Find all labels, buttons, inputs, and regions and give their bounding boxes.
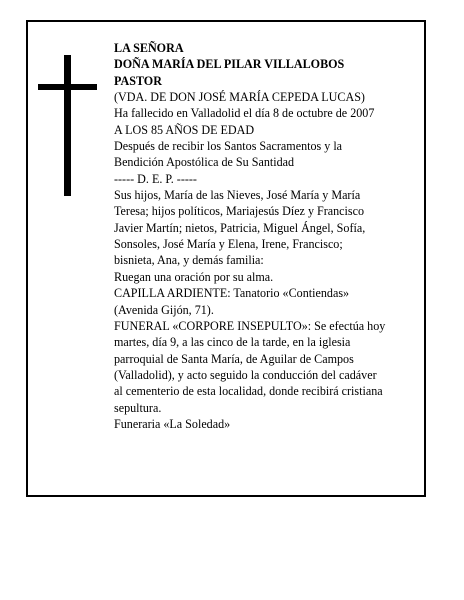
title-honorific: LA SEÑORA [114,41,184,55]
funeral-home: Funeraria «La Soledad» [114,416,231,431]
family-line-5: bisnieta, Ana, y demás familia: [114,253,264,268]
sacraments-line-2: Bendición Apostólica de Su Santidad [114,155,295,170]
age-line: A LOS 85 AÑOS DE EDAD [114,122,255,137]
funeral-line-2: martes, día 9, a las cinco de la tarde, en la iglesia [114,335,351,350]
deceased-name-line-2: PASTOR [114,73,162,88]
obituary-text [114,40,424,432]
funeral-line-3: parroquial de Santa María, de Aguilar de Campos [114,351,354,366]
deceased-name-line-1: DOÑA MARÍA DEL PILAR VILLALOBOS [114,57,345,72]
cross-vertical-bar [64,55,71,196]
chapel-line-2: (Avenida Gijón, 71). [114,302,214,317]
family-line-2: Teresa; hijos políticos, Mariajesús Díez y Francisco [114,204,365,219]
sacraments-line-1: Después de recibir los Santos Sacramentos y la [114,139,343,154]
family-line-1: Sus hijos, María de las Nieves, José María y María [114,188,361,203]
funeral-line-4: (Valladolid), y acto seguido la conducción del cadáver [114,367,377,382]
family-line-4: Sonsoles, José María y Elena, Irene, Francisco; [114,237,343,252]
chapel-line-1: CAPILLA ARDIENTE: Tanatorio «Contiendas» [114,286,350,301]
funeral-line-6: sepultura. [114,400,162,415]
widow-of-line: (VDA. DE DON JOSÉ MARÍA CEPEDA LUCAS) [114,90,365,105]
rip-line: ----- D. E. P. ----- [114,171,197,186]
death-announcement: Ha fallecido en Valladolid el día 8 de octubre de 2007 [114,106,375,121]
funeral-line-5: al cementerio de esta localidad, donde recibirá cristiana [114,384,383,399]
funeral-line-1: FUNERAL «CORPORE INSEPULTO»: Se efectúa hoy [114,318,386,333]
prayer-request: Ruegan una oración por su alma. [114,269,274,284]
family-line-3: Javier Martín; nietos, Patricia, Miguel Ángel, Sofía, [114,220,366,235]
cross-horizontal-bar [38,84,97,90]
